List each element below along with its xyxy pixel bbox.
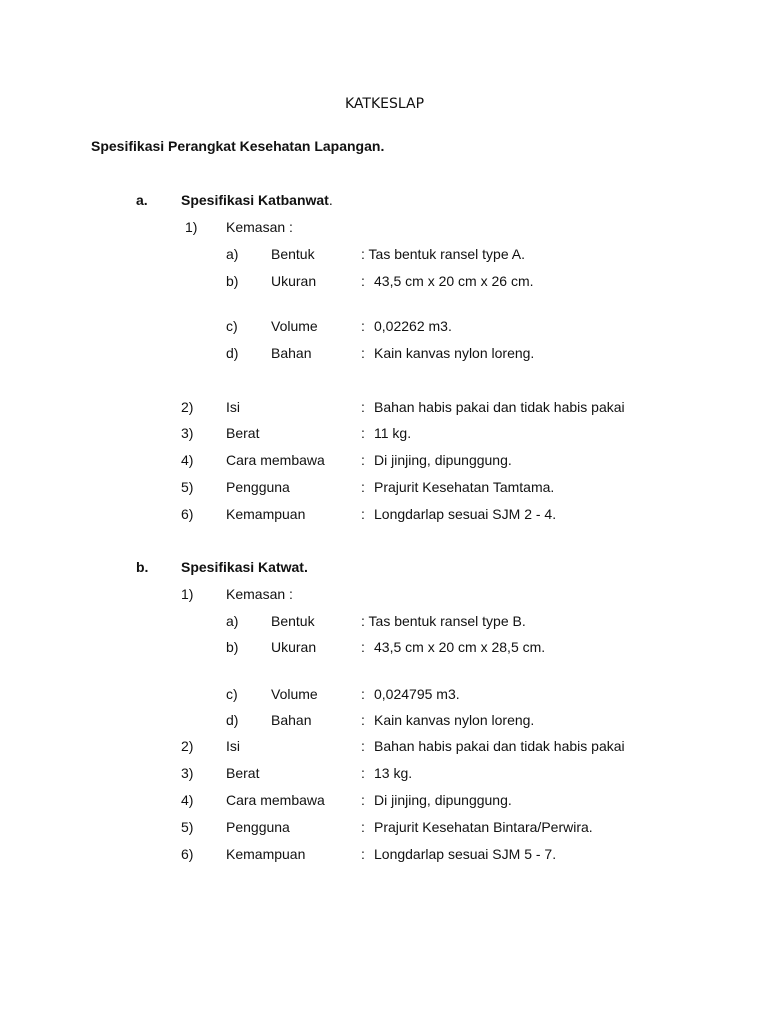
- list-item-number: a): [226, 613, 239, 629]
- list-item-number: b): [226, 273, 239, 289]
- list-item-value: 0,024795 m3.: [374, 686, 460, 702]
- list-item-number: a): [226, 246, 239, 262]
- list-item-colon: :: [361, 273, 365, 289]
- list-item-label: Pengguna: [226, 479, 290, 495]
- list-item-number: 1): [185, 219, 198, 235]
- list-item-number: b): [226, 639, 239, 655]
- list-item-label: Kemampuan: [226, 846, 306, 862]
- list-item-colon: :: [361, 792, 365, 808]
- list-item-number: d): [226, 345, 239, 361]
- list-item-value: : Tas bentuk ransel type A.: [361, 246, 525, 262]
- list-item-number: d): [226, 712, 239, 728]
- list-item-label: Ukuran: [271, 639, 317, 655]
- list-item-colon: :: [361, 846, 365, 862]
- list-item-value: 11 kg.: [374, 425, 412, 441]
- section-a-letter: a.: [136, 192, 148, 208]
- list-item-value: Kain kanvas nylon loreng.: [374, 345, 535, 361]
- list-item-number: 3): [181, 765, 194, 781]
- list-item-colon: :: [361, 479, 365, 495]
- list-item-number: c): [226, 686, 238, 702]
- list-item-label: Bahan: [271, 345, 312, 361]
- list-item-label: Kemasan :: [226, 586, 293, 602]
- section-b-letter: b.: [136, 559, 149, 575]
- list-item-value: Bahan habis pakai dan tidak habis pakai: [374, 738, 625, 754]
- list-item-number: 6): [181, 846, 194, 862]
- list-item-colon: :: [361, 738, 365, 754]
- list-item-number: 2): [181, 738, 194, 754]
- list-item-label: Kemampuan: [226, 506, 306, 522]
- list-item-label: Berat: [226, 425, 260, 441]
- list-item-label: Cara membawa: [226, 792, 325, 808]
- list-item-label: Bentuk: [271, 613, 315, 629]
- list-item-value: : Tas bentuk ransel type B.: [361, 613, 526, 629]
- list-item-colon: :: [361, 425, 365, 441]
- list-item-value: Prajurit Kesehatan Bintara/Perwira.: [374, 819, 593, 835]
- list-item-label: Volume: [271, 318, 318, 334]
- list-item-label: Berat: [226, 765, 260, 781]
- list-item-number: c): [226, 318, 238, 334]
- list-item-number: 5): [181, 479, 194, 495]
- list-item-value: Bahan habis pakai dan tidak habis pakai: [374, 399, 625, 415]
- section-b-title: Spesifikasi Katwat.: [181, 559, 308, 575]
- list-item-label: Ukuran: [271, 273, 317, 289]
- section-a-title-text: Spesifikasi Katbanwat: [181, 192, 329, 208]
- list-item-value: Longdarlap sesuai SJM 2 - 4.: [374, 506, 557, 522]
- list-item-value: Kain kanvas nylon loreng.: [374, 712, 535, 728]
- list-item-value: 13 kg.: [374, 765, 413, 781]
- document-title: KATKESLAP: [345, 96, 425, 112]
- list-item-number: 6): [181, 506, 194, 522]
- list-item-colon: :: [361, 712, 365, 728]
- list-item-label: Kemasan :: [226, 219, 293, 235]
- list-item-label: Volume: [271, 686, 318, 702]
- list-item-value: 43,5 cm x 20 cm x 26 cm.: [374, 273, 534, 289]
- list-item-colon: :: [361, 506, 365, 522]
- list-item-number: 4): [181, 792, 194, 808]
- list-item-colon: :: [361, 399, 365, 415]
- list-item-colon: :: [361, 819, 365, 835]
- list-item-colon: :: [361, 765, 365, 781]
- list-item-value: Di jinjing, dipunggung.: [374, 452, 512, 468]
- list-item-number: 1): [181, 586, 194, 602]
- list-item-label: Isi: [226, 399, 240, 415]
- list-item-colon: :: [361, 452, 365, 468]
- list-item-number: 5): [181, 819, 194, 835]
- list-item-value: Di jinjing, dipunggung.: [374, 792, 512, 808]
- list-item-number: 2): [181, 399, 194, 415]
- list-item-label: Isi: [226, 738, 240, 754]
- list-item-number: 4): [181, 452, 194, 468]
- list-item-label: Pengguna: [226, 819, 290, 835]
- list-item-colon: :: [361, 318, 365, 334]
- section-a-title-suffix: .: [328, 192, 333, 208]
- list-item-value: 0,02262 m3.: [374, 318, 452, 334]
- list-item-value: 43,5 cm x 20 cm x 28,5 cm.: [374, 639, 546, 655]
- list-item-value: Prajurit Kesehatan Tamtama.: [374, 479, 555, 495]
- list-item-value: Longdarlap sesuai SJM 5 - 7.: [374, 846, 557, 862]
- list-item-colon: :: [361, 686, 365, 702]
- list-item-label: Bentuk: [271, 246, 315, 262]
- list-item-label: Bahan: [271, 712, 312, 728]
- list-item-colon: :: [361, 639, 365, 655]
- list-item-number: 3): [181, 425, 194, 441]
- section-a-title: [181, 191, 333, 209]
- document-heading: Spesifikasi Perangkat Kesehatan Lapangan.: [91, 138, 385, 154]
- list-item-label: Cara membawa: [226, 452, 325, 468]
- list-item-colon: :: [361, 345, 365, 361]
